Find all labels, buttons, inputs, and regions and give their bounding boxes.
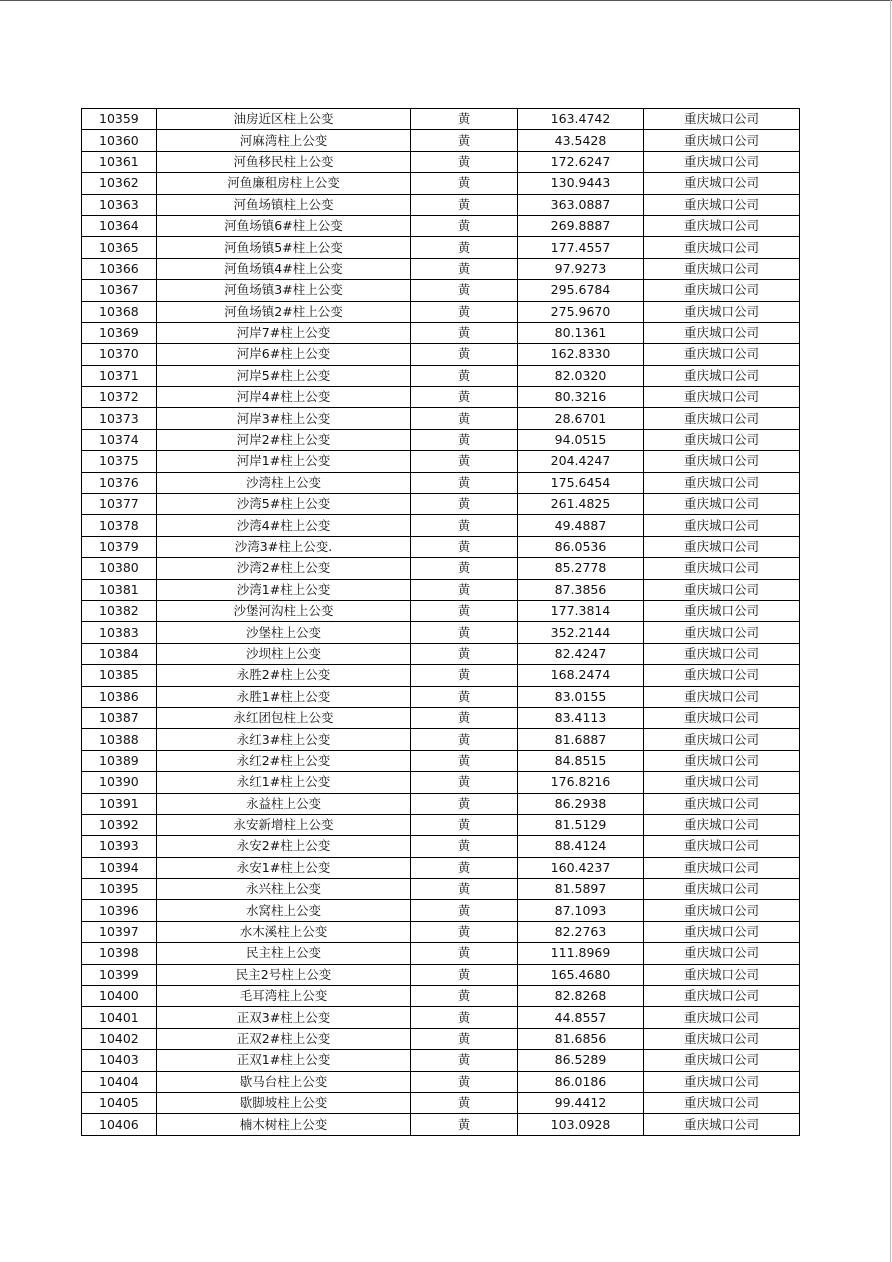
load-value-cell: 86.0536	[518, 536, 644, 557]
transformer-name-cell: 水木溪柱上公变	[157, 921, 411, 942]
row-id-cell: 10366	[82, 258, 157, 279]
transformer-name-cell: 永红1#柱上公变	[157, 772, 411, 793]
table-row	[82, 879, 800, 900]
row-id-cell: 10391	[82, 793, 157, 814]
table-row	[82, 772, 800, 793]
company-cell: 重庆城口公司	[644, 943, 800, 964]
load-value-cell: 176.8216	[518, 772, 644, 793]
transformer-name-cell: 永安2#柱上公变	[157, 836, 411, 857]
row-id-cell: 10394	[82, 857, 157, 878]
table-row	[82, 301, 800, 322]
load-value-cell: 28.6701	[518, 408, 644, 429]
warning-level-cell: 黄	[411, 750, 518, 771]
table-row	[82, 793, 800, 814]
load-value-cell: 162.8330	[518, 344, 644, 365]
table-row	[82, 665, 800, 686]
load-value-cell: 177.4557	[518, 237, 644, 258]
company-cell: 重庆城口公司	[644, 515, 800, 536]
transformer-name-cell: 永安1#柱上公变	[157, 857, 411, 878]
row-id-cell: 10379	[82, 536, 157, 557]
warning-level-cell: 黄	[411, 344, 518, 365]
transformer-name-cell: 沙湾4#柱上公变	[157, 515, 411, 536]
row-id-cell: 10396	[82, 900, 157, 921]
load-value-cell: 81.6887	[518, 729, 644, 750]
load-value-cell: 80.1361	[518, 322, 644, 343]
transformer-name-cell: 民主2号柱上公变	[157, 964, 411, 985]
load-value-cell: 94.0515	[518, 429, 644, 450]
company-cell: 重庆城口公司	[644, 600, 800, 621]
warning-level-cell: 黄	[411, 280, 518, 301]
load-value-cell: 84.8515	[518, 750, 644, 771]
warning-level-cell: 黄	[411, 836, 518, 857]
load-value-cell: 163.4742	[518, 109, 644, 130]
row-id-cell: 10373	[82, 408, 157, 429]
warning-level-cell: 黄	[411, 793, 518, 814]
company-cell: 重庆城口公司	[644, 1092, 800, 1113]
transformer-name-cell: 河岸3#柱上公变	[157, 408, 411, 429]
company-cell: 重庆城口公司	[644, 365, 800, 386]
warning-level-cell: 黄	[411, 1092, 518, 1113]
warning-level-cell: 黄	[411, 515, 518, 536]
company-cell: 重庆城口公司	[644, 429, 800, 450]
transformer-name-cell: 沙堡河沟柱上公变	[157, 600, 411, 621]
load-value-cell: 86.0186	[518, 1071, 644, 1092]
table-row	[82, 857, 800, 878]
row-id-cell: 10400	[82, 986, 157, 1007]
table-row	[82, 1092, 800, 1113]
company-cell: 重庆城口公司	[644, 301, 800, 322]
company-cell: 重庆城口公司	[644, 130, 800, 151]
row-id-cell: 10374	[82, 429, 157, 450]
load-value-cell: 97.9273	[518, 258, 644, 279]
warning-level-cell: 黄	[411, 237, 518, 258]
transformer-name-cell: 永红2#柱上公变	[157, 750, 411, 771]
transformer-name-cell: 河麻湾柱上公变	[157, 130, 411, 151]
transformer-name-cell: 河鱼场镇5#柱上公变	[157, 237, 411, 258]
row-id-cell: 10395	[82, 879, 157, 900]
row-id-cell: 10370	[82, 344, 157, 365]
load-value-cell: 49.4887	[518, 515, 644, 536]
load-value-cell: 168.2474	[518, 665, 644, 686]
warning-level-cell: 黄	[411, 1007, 518, 1028]
transformer-name-cell: 民主柱上公变	[157, 943, 411, 964]
row-id-cell: 10369	[82, 322, 157, 343]
transformer-name-cell: 水窝柱上公变	[157, 900, 411, 921]
warning-level-cell: 黄	[411, 472, 518, 493]
company-cell: 重庆城口公司	[644, 986, 800, 1007]
transformer-name-cell: 永兴柱上公变	[157, 879, 411, 900]
page-top-border	[0, 0, 892, 1]
row-id-cell: 10375	[82, 451, 157, 472]
transformer-name-cell: 沙湾柱上公变	[157, 472, 411, 493]
company-cell: 重庆城口公司	[644, 151, 800, 172]
transformer-name-cell: 河岸5#柱上公变	[157, 365, 411, 386]
warning-level-cell: 黄	[411, 1028, 518, 1049]
company-cell: 重庆城口公司	[644, 215, 800, 236]
company-cell: 重庆城口公司	[644, 750, 800, 771]
transformer-name-cell: 河鱼场镇4#柱上公变	[157, 258, 411, 279]
table-row	[82, 322, 800, 343]
load-value-cell: 352.2144	[518, 622, 644, 643]
row-id-cell: 10398	[82, 943, 157, 964]
load-value-cell: 82.4247	[518, 643, 644, 664]
warning-level-cell: 黄	[411, 643, 518, 664]
table-row	[82, 1114, 800, 1135]
table-row	[82, 558, 800, 579]
row-id-cell: 10371	[82, 365, 157, 386]
load-value-cell: 165.4680	[518, 964, 644, 985]
company-cell: 重庆城口公司	[644, 836, 800, 857]
transformer-name-cell: 歇马台柱上公变	[157, 1071, 411, 1092]
table-row	[82, 729, 800, 750]
company-cell: 重庆城口公司	[644, 772, 800, 793]
row-id-cell: 10372	[82, 387, 157, 408]
transformer-name-cell: 河鱼场镇2#柱上公变	[157, 301, 411, 322]
table-row	[82, 750, 800, 771]
load-value-cell: 83.0155	[518, 686, 644, 707]
row-id-cell: 10368	[82, 301, 157, 322]
row-id-cell: 10376	[82, 472, 157, 493]
company-cell: 重庆城口公司	[644, 622, 800, 643]
table-row	[82, 280, 800, 301]
row-id-cell: 10365	[82, 237, 157, 258]
warning-level-cell: 黄	[411, 1071, 518, 1092]
warning-level-cell: 黄	[411, 109, 518, 130]
row-id-cell: 10363	[82, 194, 157, 215]
transformer-name-cell: 歇脚坡柱上公变	[157, 1092, 411, 1113]
warning-level-cell: 黄	[411, 665, 518, 686]
load-value-cell: 82.8268	[518, 986, 644, 1007]
warning-level-cell: 黄	[411, 322, 518, 343]
transformer-name-cell: 河岸1#柱上公变	[157, 451, 411, 472]
transformer-name-cell: 河岸2#柱上公变	[157, 429, 411, 450]
warning-level-cell: 黄	[411, 686, 518, 707]
transformer-name-cell: 毛耳湾柱上公变	[157, 986, 411, 1007]
warning-level-cell: 黄	[411, 857, 518, 878]
table-row	[82, 408, 800, 429]
row-id-cell: 10393	[82, 836, 157, 857]
table-row	[82, 365, 800, 386]
load-value-cell: 261.4825	[518, 494, 644, 515]
table-row	[82, 151, 800, 172]
company-cell: 重庆城口公司	[644, 964, 800, 985]
transformer-name-cell: 沙湾5#柱上公变	[157, 494, 411, 515]
table-row	[82, 643, 800, 664]
company-cell: 重庆城口公司	[644, 536, 800, 557]
company-cell: 重庆城口公司	[644, 408, 800, 429]
company-cell: 重庆城口公司	[644, 665, 800, 686]
warning-level-cell: 黄	[411, 408, 518, 429]
company-cell: 重庆城口公司	[644, 322, 800, 343]
transformer-name-cell: 河鱼场镇6#柱上公变	[157, 215, 411, 236]
transformer-name-cell: 楠木树柱上公变	[157, 1114, 411, 1135]
warning-level-cell: 黄	[411, 579, 518, 600]
load-value-cell: 204.4247	[518, 451, 644, 472]
row-id-cell: 10387	[82, 707, 157, 728]
table-row	[82, 344, 800, 365]
company-cell: 重庆城口公司	[644, 579, 800, 600]
transformer-name-cell: 河鱼场镇3#柱上公变	[157, 280, 411, 301]
company-cell: 重庆城口公司	[644, 900, 800, 921]
table-row	[82, 964, 800, 985]
table-row	[82, 258, 800, 279]
table-row	[82, 130, 800, 151]
load-value-cell: 295.6784	[518, 280, 644, 301]
transformer-name-cell: 永红3#柱上公变	[157, 729, 411, 750]
transformer-name-cell: 沙湾1#柱上公变	[157, 579, 411, 600]
warning-level-cell: 黄	[411, 900, 518, 921]
transformer-name-cell: 河岸4#柱上公变	[157, 387, 411, 408]
warning-level-cell: 黄	[411, 194, 518, 215]
company-cell: 重庆城口公司	[644, 1114, 800, 1135]
table-row	[82, 109, 800, 130]
load-value-cell: 88.4124	[518, 836, 644, 857]
company-cell: 重庆城口公司	[644, 494, 800, 515]
company-cell: 重庆城口公司	[644, 280, 800, 301]
transformer-table	[81, 108, 800, 1136]
warning-level-cell: 黄	[411, 964, 518, 985]
row-id-cell: 10406	[82, 1114, 157, 1135]
warning-level-cell: 黄	[411, 943, 518, 964]
table-row	[82, 686, 800, 707]
company-cell: 重庆城口公司	[644, 879, 800, 900]
transformer-name-cell: 永安新增柱上公变	[157, 814, 411, 835]
table-row	[82, 237, 800, 258]
table-row	[82, 1050, 800, 1071]
load-value-cell: 172.6247	[518, 151, 644, 172]
table-row	[82, 1007, 800, 1028]
table-row	[82, 451, 800, 472]
transformer-name-cell: 永胜2#柱上公变	[157, 665, 411, 686]
transformer-name-cell: 沙坝柱上公变	[157, 643, 411, 664]
table-row	[82, 579, 800, 600]
row-id-cell: 10386	[82, 686, 157, 707]
company-cell: 重庆城口公司	[644, 643, 800, 664]
warning-level-cell: 黄	[411, 879, 518, 900]
row-id-cell: 10399	[82, 964, 157, 985]
load-value-cell: 363.0887	[518, 194, 644, 215]
warning-level-cell: 黄	[411, 986, 518, 1007]
company-cell: 重庆城口公司	[644, 707, 800, 728]
page-right-edge	[890, 0, 891, 1262]
load-value-cell: 111.8969	[518, 943, 644, 964]
warning-level-cell: 黄	[411, 429, 518, 450]
company-cell: 重庆城口公司	[644, 258, 800, 279]
load-value-cell: 160.4237	[518, 857, 644, 878]
company-cell: 重庆城口公司	[644, 472, 800, 493]
table-row	[82, 600, 800, 621]
row-id-cell: 10381	[82, 579, 157, 600]
transformer-name-cell: 河岸7#柱上公变	[157, 322, 411, 343]
transformer-name-cell: 永胜1#柱上公变	[157, 686, 411, 707]
company-cell: 重庆城口公司	[644, 793, 800, 814]
row-id-cell: 10388	[82, 729, 157, 750]
warning-level-cell: 黄	[411, 729, 518, 750]
table-row	[82, 472, 800, 493]
table-row	[82, 1071, 800, 1092]
load-value-cell: 86.5289	[518, 1050, 644, 1071]
load-value-cell: 82.2763	[518, 921, 644, 942]
table-row	[82, 1028, 800, 1049]
warning-level-cell: 黄	[411, 536, 518, 557]
table-row	[82, 173, 800, 194]
table-row	[82, 986, 800, 1007]
warning-level-cell: 黄	[411, 451, 518, 472]
row-id-cell: 10389	[82, 750, 157, 771]
warning-level-cell: 黄	[411, 772, 518, 793]
company-cell: 重庆城口公司	[644, 857, 800, 878]
table-row	[82, 536, 800, 557]
table-row	[82, 429, 800, 450]
table-row	[82, 836, 800, 857]
load-value-cell: 175.6454	[518, 472, 644, 493]
row-id-cell: 10359	[82, 109, 157, 130]
company-cell: 重庆城口公司	[644, 1028, 800, 1049]
table-row	[82, 707, 800, 728]
load-value-cell: 81.5129	[518, 814, 644, 835]
company-cell: 重庆城口公司	[644, 194, 800, 215]
load-value-cell: 82.0320	[518, 365, 644, 386]
warning-level-cell: 黄	[411, 130, 518, 151]
row-id-cell: 10403	[82, 1050, 157, 1071]
warning-level-cell: 黄	[411, 1050, 518, 1071]
transformer-name-cell: 沙湾2#柱上公变	[157, 558, 411, 579]
table-row	[82, 194, 800, 215]
warning-level-cell: 黄	[411, 921, 518, 942]
company-cell: 重庆城口公司	[644, 921, 800, 942]
load-value-cell: 103.0928	[518, 1114, 644, 1135]
load-value-cell: 81.6856	[518, 1028, 644, 1049]
row-id-cell: 10385	[82, 665, 157, 686]
warning-level-cell: 黄	[411, 173, 518, 194]
company-cell: 重庆城口公司	[644, 237, 800, 258]
load-value-cell: 43.5428	[518, 130, 644, 151]
load-value-cell: 83.4113	[518, 707, 644, 728]
table-row	[82, 900, 800, 921]
warning-level-cell: 黄	[411, 387, 518, 408]
company-cell: 重庆城口公司	[644, 558, 800, 579]
row-id-cell: 10362	[82, 173, 157, 194]
company-cell: 重庆城口公司	[644, 109, 800, 130]
load-value-cell: 81.5897	[518, 879, 644, 900]
company-cell: 重庆城口公司	[644, 729, 800, 750]
table-row	[82, 814, 800, 835]
warning-level-cell: 黄	[411, 365, 518, 386]
transformer-name-cell: 沙湾3#柱上公变.	[157, 536, 411, 557]
load-value-cell: 177.3814	[518, 600, 644, 621]
row-id-cell: 10364	[82, 215, 157, 236]
table-row	[82, 387, 800, 408]
transformer-name-cell: 河岸6#柱上公变	[157, 344, 411, 365]
warning-level-cell: 黄	[411, 301, 518, 322]
company-cell: 重庆城口公司	[644, 814, 800, 835]
transformer-name-cell: 正双2#柱上公变	[157, 1028, 411, 1049]
company-cell: 重庆城口公司	[644, 1007, 800, 1028]
load-value-cell: 44.8557	[518, 1007, 644, 1028]
load-value-cell: 87.1093	[518, 900, 644, 921]
row-id-cell: 10390	[82, 772, 157, 793]
warning-level-cell: 黄	[411, 215, 518, 236]
warning-level-cell: 黄	[411, 151, 518, 172]
warning-level-cell: 黄	[411, 814, 518, 835]
load-value-cell: 99.4412	[518, 1092, 644, 1113]
company-cell: 重庆城口公司	[644, 451, 800, 472]
warning-level-cell: 黄	[411, 558, 518, 579]
row-id-cell: 10383	[82, 622, 157, 643]
table-row	[82, 515, 800, 536]
table-row	[82, 494, 800, 515]
load-value-cell: 86.2938	[518, 793, 644, 814]
row-id-cell: 10361	[82, 151, 157, 172]
transformer-name-cell: 正双1#柱上公变	[157, 1050, 411, 1071]
row-id-cell: 10404	[82, 1071, 157, 1092]
transformer-name-cell: 永红团包柱上公变	[157, 707, 411, 728]
company-cell: 重庆城口公司	[644, 1071, 800, 1092]
table-row	[82, 921, 800, 942]
company-cell: 重庆城口公司	[644, 387, 800, 408]
warning-level-cell: 黄	[411, 707, 518, 728]
transformer-name-cell: 永益柱上公变	[157, 793, 411, 814]
transformer-name-cell: 河鱼廉租房柱上公变	[157, 173, 411, 194]
row-id-cell: 10402	[82, 1028, 157, 1049]
table-row	[82, 622, 800, 643]
row-id-cell: 10378	[82, 515, 157, 536]
row-id-cell: 10360	[82, 130, 157, 151]
transformer-name-cell: 河鱼场镇柱上公变	[157, 194, 411, 215]
company-cell: 重庆城口公司	[644, 173, 800, 194]
transformer-name-cell: 油房近区柱上公变	[157, 109, 411, 130]
warning-level-cell: 黄	[411, 258, 518, 279]
table-row	[82, 215, 800, 236]
company-cell: 重庆城口公司	[644, 686, 800, 707]
load-value-cell: 269.8887	[518, 215, 644, 236]
warning-level-cell: 黄	[411, 1114, 518, 1135]
load-value-cell: 80.3216	[518, 387, 644, 408]
row-id-cell: 10367	[82, 280, 157, 301]
row-id-cell: 10384	[82, 643, 157, 664]
company-cell: 重庆城口公司	[644, 344, 800, 365]
load-value-cell: 85.2778	[518, 558, 644, 579]
warning-level-cell: 黄	[411, 600, 518, 621]
row-id-cell: 10401	[82, 1007, 157, 1028]
transformer-name-cell: 河鱼移民柱上公变	[157, 151, 411, 172]
row-id-cell: 10392	[82, 814, 157, 835]
row-id-cell: 10405	[82, 1092, 157, 1113]
row-id-cell: 10397	[82, 921, 157, 942]
load-value-cell: 275.9670	[518, 301, 644, 322]
load-value-cell: 130.9443	[518, 173, 644, 194]
row-id-cell: 10382	[82, 600, 157, 621]
warning-level-cell: 黄	[411, 622, 518, 643]
warning-level-cell: 黄	[411, 494, 518, 515]
load-value-cell: 87.3856	[518, 579, 644, 600]
table-row	[82, 943, 800, 964]
row-id-cell: 10377	[82, 494, 157, 515]
company-cell: 重庆城口公司	[644, 1050, 800, 1071]
transformer-name-cell: 沙堡柱上公变	[157, 622, 411, 643]
row-id-cell: 10380	[82, 558, 157, 579]
transformer-name-cell: 正双3#柱上公变	[157, 1007, 411, 1028]
table-body	[82, 109, 800, 1136]
